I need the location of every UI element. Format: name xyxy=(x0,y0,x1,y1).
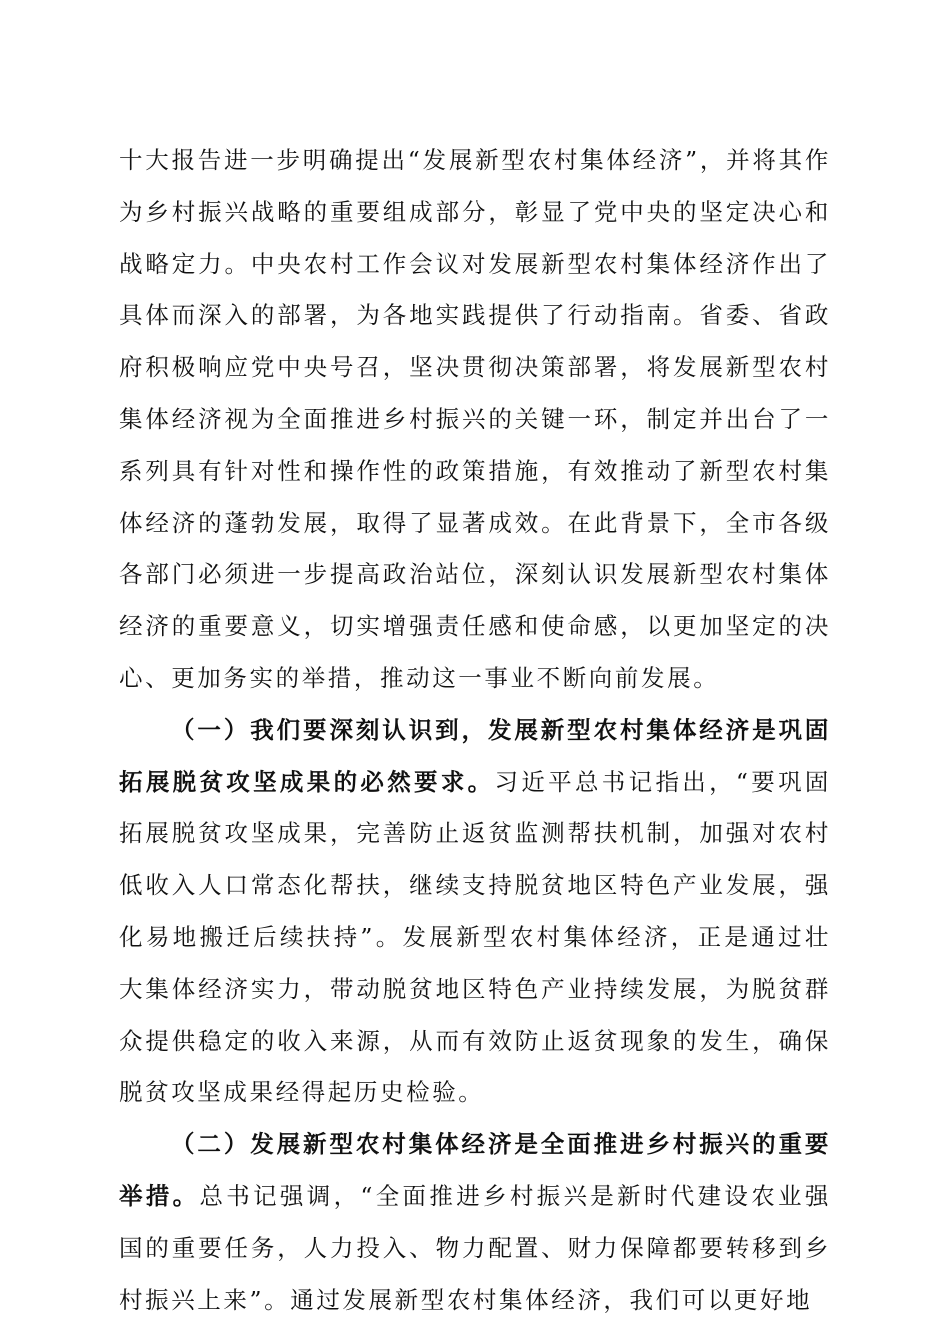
section-2-body: 总书记强调，“全面推进乡村振兴是新时代建设农业强国的重要任务，人力投入、物力配置、财力保障都要转移到乡村振兴上来”。通过发展新型农村集体经济，我们可以更好地 xyxy=(119,1181,831,1314)
document-page xyxy=(119,135,831,1326)
section-1-body: 习近平总书记指出，“要巩固拓展脱贫攻坚成果，完善防止返贫监测帮扶机制，加强对农村低收入人口常态化帮扶，继续支持脱贫地区特色产业发展，强化易地搬迁后续扶持”。发展新型农村集体经济，正是通过壮大集体经济实力，带动脱贫地区特色产业持续发展，为脱贫群众提供稳定的收入来源，从而有效防止返贫现象的发生，确保脱贫攻坚成果经得起历史检验。 xyxy=(119,767,831,1107)
paragraph-section-1 xyxy=(119,705,831,1119)
section-2-heading: （二）发展新型农村集体经济是全面推进乡村振兴的重要举措。 xyxy=(119,1130,831,1210)
paragraph-intro-body: 十大报告进一步明确提出“发展新型农村集体经济”，并将其作为乡村振兴战略的重要组成部分，彰显了党中央的坚定决心和战略定力。中央农村工作会议对发展新型农村集体经济作出了具体而深入的部署，为各地实践提供了行动指南。省委、省政府积极响应党中央号召，坚决贯彻决策部署，将发展新型农村集体经济视为全面推进乡村振兴的关键一环，制定并出台了一系列具有针对性和操作性的政策措施，有效推动了新型农村集体经济的蓬勃发展，取得了显著成效。在此背景下，全市各级各部门必须进一步提高政治站位，深刻认识发展新型农村集体经济的重要意义，切实增强责任感和使命感，以更加坚定的决心、更加务实的举措，推动这一事业不断向前发展。 xyxy=(119,146,831,692)
section-1-heading: （一）我们要深刻认识到，发展新型农村集体经济是巩固拓展脱贫攻坚成果的必然要求。 xyxy=(119,715,831,796)
paragraph-intro xyxy=(119,135,831,705)
paragraph-section-2 xyxy=(119,1119,831,1326)
